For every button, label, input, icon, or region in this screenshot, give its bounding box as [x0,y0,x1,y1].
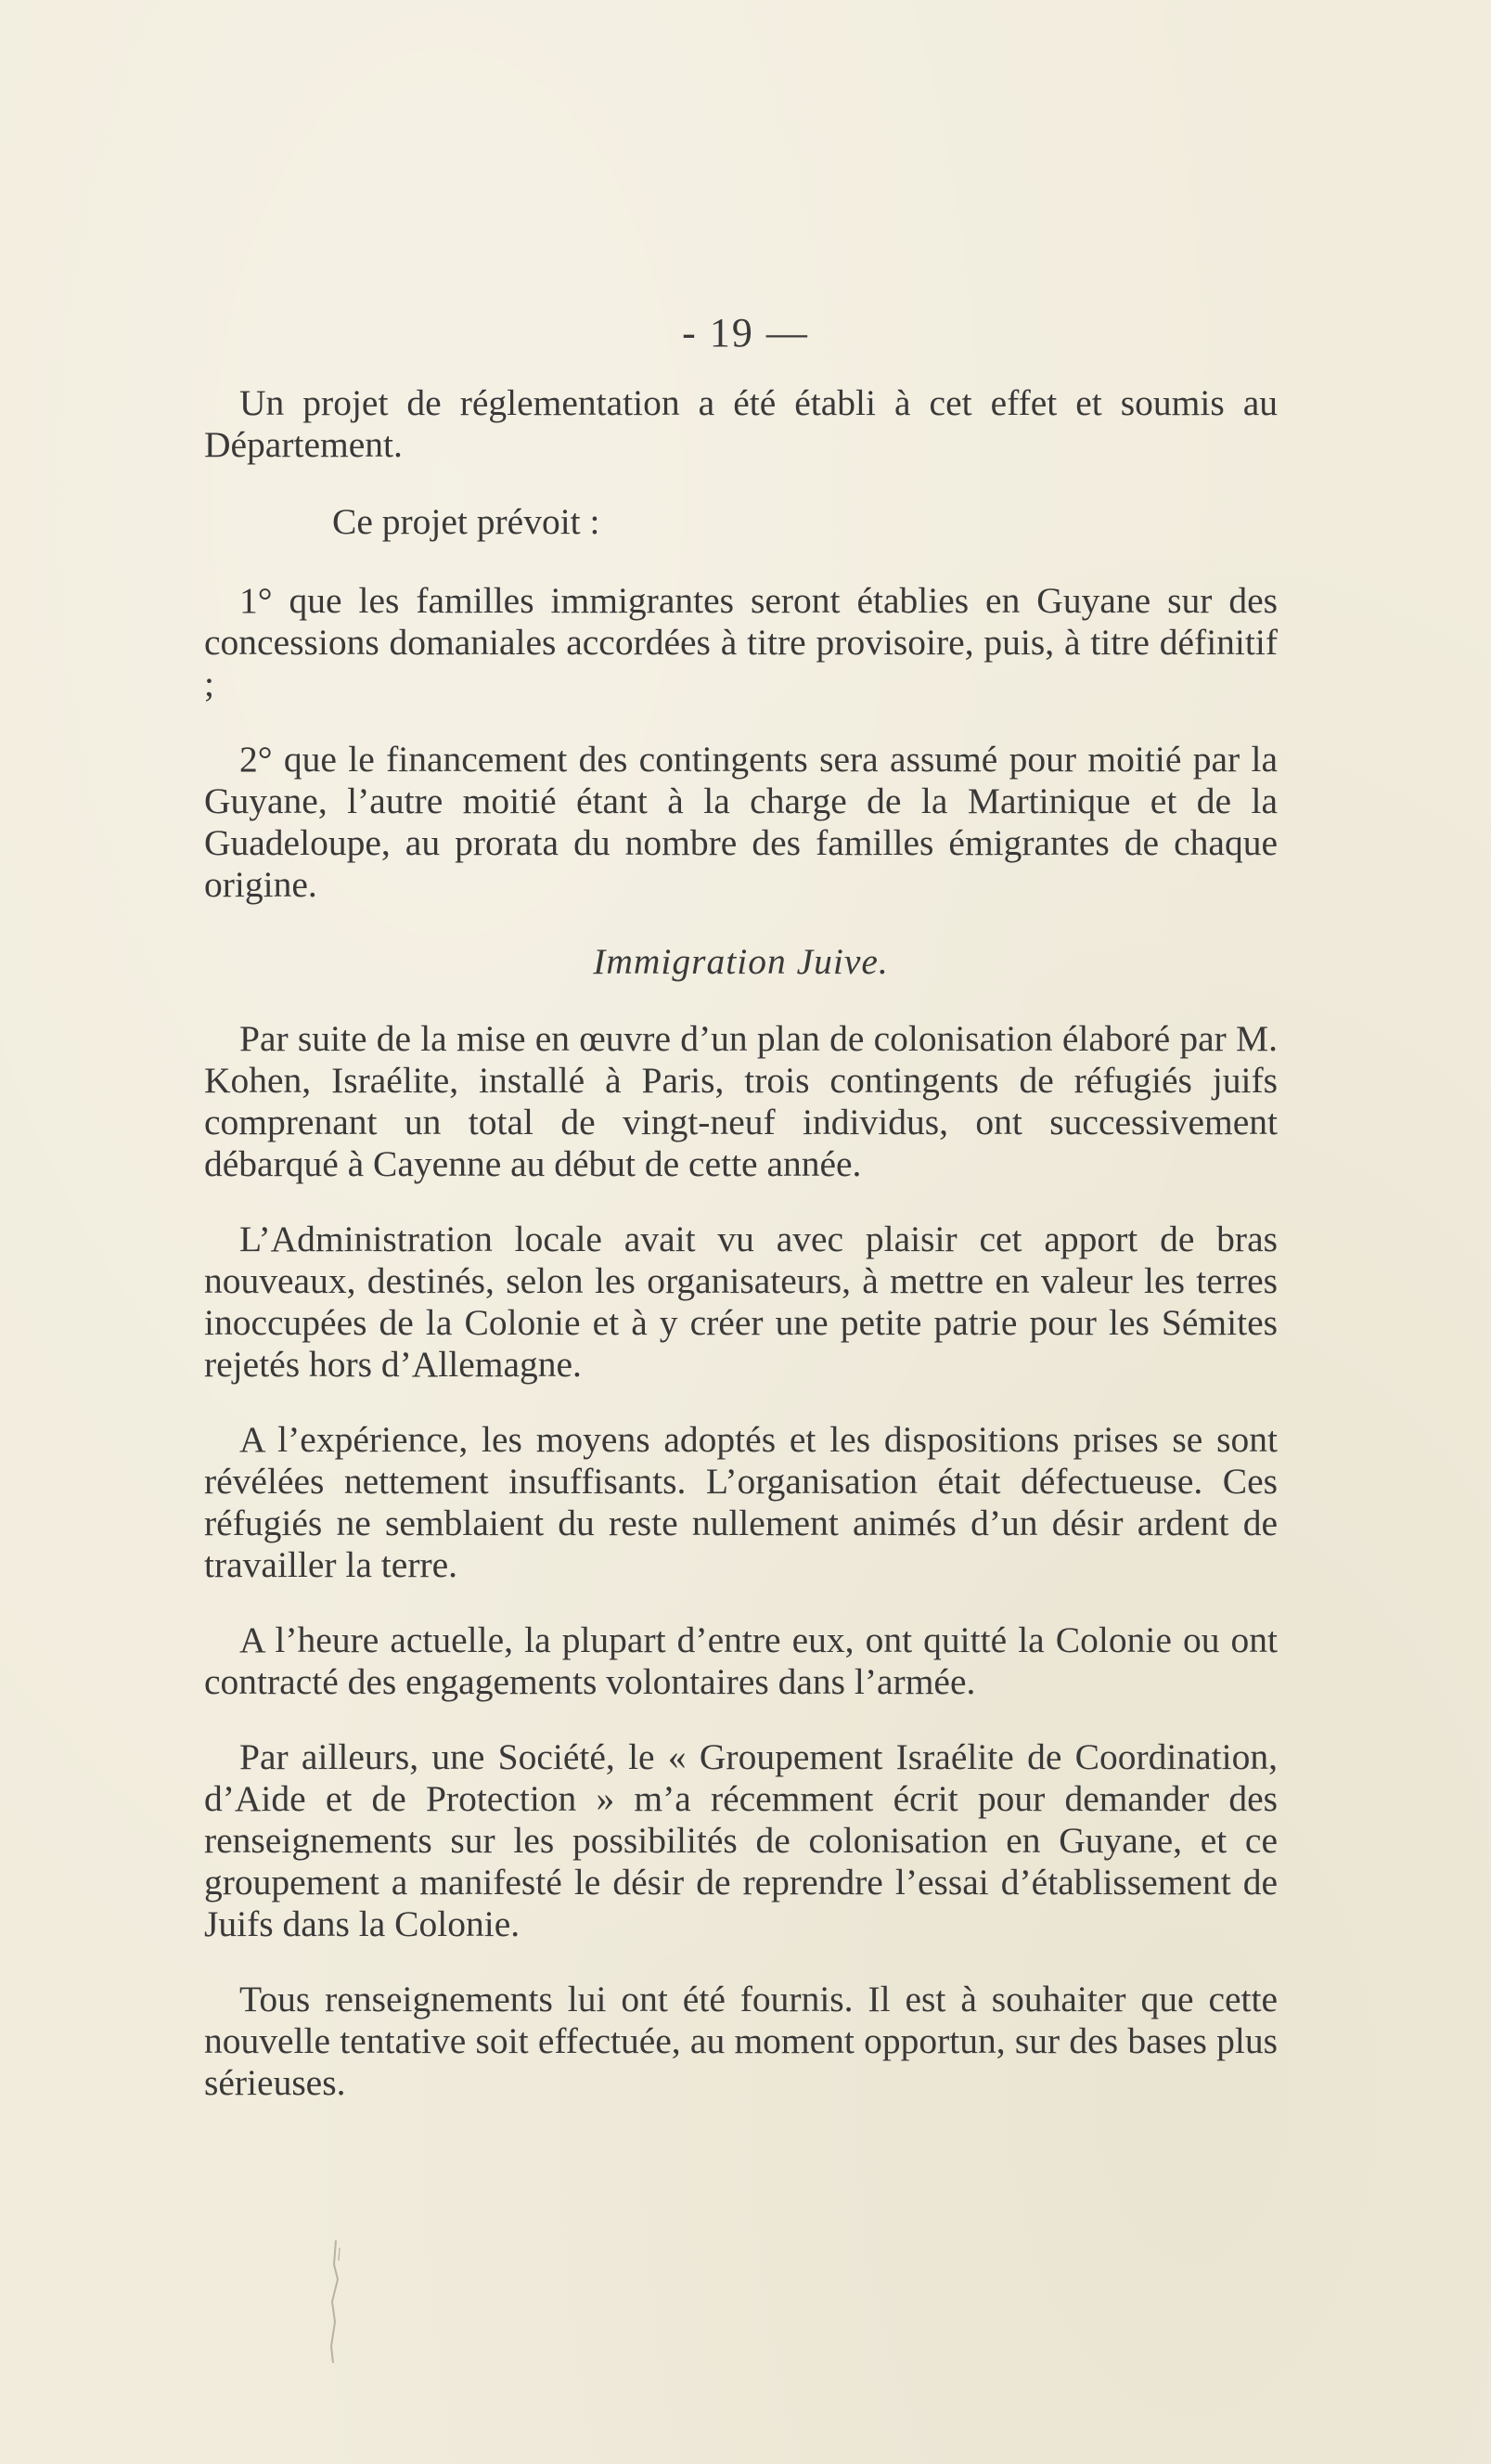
paragraph-administration-locale: L’Administration locale avait vu avec plaisir cet apport de bras nouveaux, destinés, selon les organisateurs, à mettre en valeur les terres inoccupées de la Colonie et à y créer une petite patrie pour les Sémites rejetés hors d’Allemagne. [204,1219,1278,1385]
section-title: Immigration Juive. [593,941,889,982]
paragraph-heure-actuelle: A l’heure actuelle, la plupart d’entre eux, ont quitté la Colonie ou ont contracté des engagements volontaires dans l’armée. [204,1619,1278,1702]
paragraph-plan-colonisation: Par suite de la mise en œuvre d’un plan de colonisation élaboré par M. Kohen, Israélite, installé à Paris, trois contingents de réfugiés juifs comprenant un total de vingt-neuf individus, ont successivement débarqué à Cayenne au début de cette année. [204,1018,1278,1184]
paragraph-point-2: 2° que le financement des contingents sera assumé pour moitié par la Guyane, l’autre moitié étant à la charge de la Martinique et de la Guadeloupe, au prorata du nombre des familles émigrantes de chaque origine. [204,739,1278,905]
paragraph-experience: A l’expérience, les moyens adoptés et les dispositions prises se sont révélées nettement insuffisants. L’organisation était défectueuse. Ces réfugiés ne semblaient du reste nullement animés d’un désir ardent de travailler la terre. [204,1419,1278,1585]
pencil-mark-icon [315,2237,353,2367]
page-number: - 19 — [682,310,809,355]
paragraph-renseignements: Tous renseignements lui ont été fournis. Il est à souhaiter que cette nouvelle tentative soit effectuée, au moment opportun, sur des bases plus sérieuses. [204,1979,1278,2103]
body-text [204,382,1278,2137]
paragraph-societe-groupement: Par ailleurs, une Société, le « Groupement Israélite de Coordination, d’Aide et de Protection » m’a récemment écrit pour demander des renseignements sur les possibilités de colonisation en Guyane, et ce groupement a manifesté le désir de reprendre l’essai d’établissement de Juifs dans la Colonie. [204,1736,1278,1944]
paragraph-point-1: 1° que les familles immigrantes seront établies en Guyane sur des concessions domaniales accordées à titre provisoire, puis, à titre définitif ; [204,580,1278,704]
paragraph-reglementation: Un projet de réglementation a été établi à cet effet et soumis au Département. [204,382,1278,465]
paragraph-projet-prevoit: Ce projet prévoit : [332,501,600,542]
